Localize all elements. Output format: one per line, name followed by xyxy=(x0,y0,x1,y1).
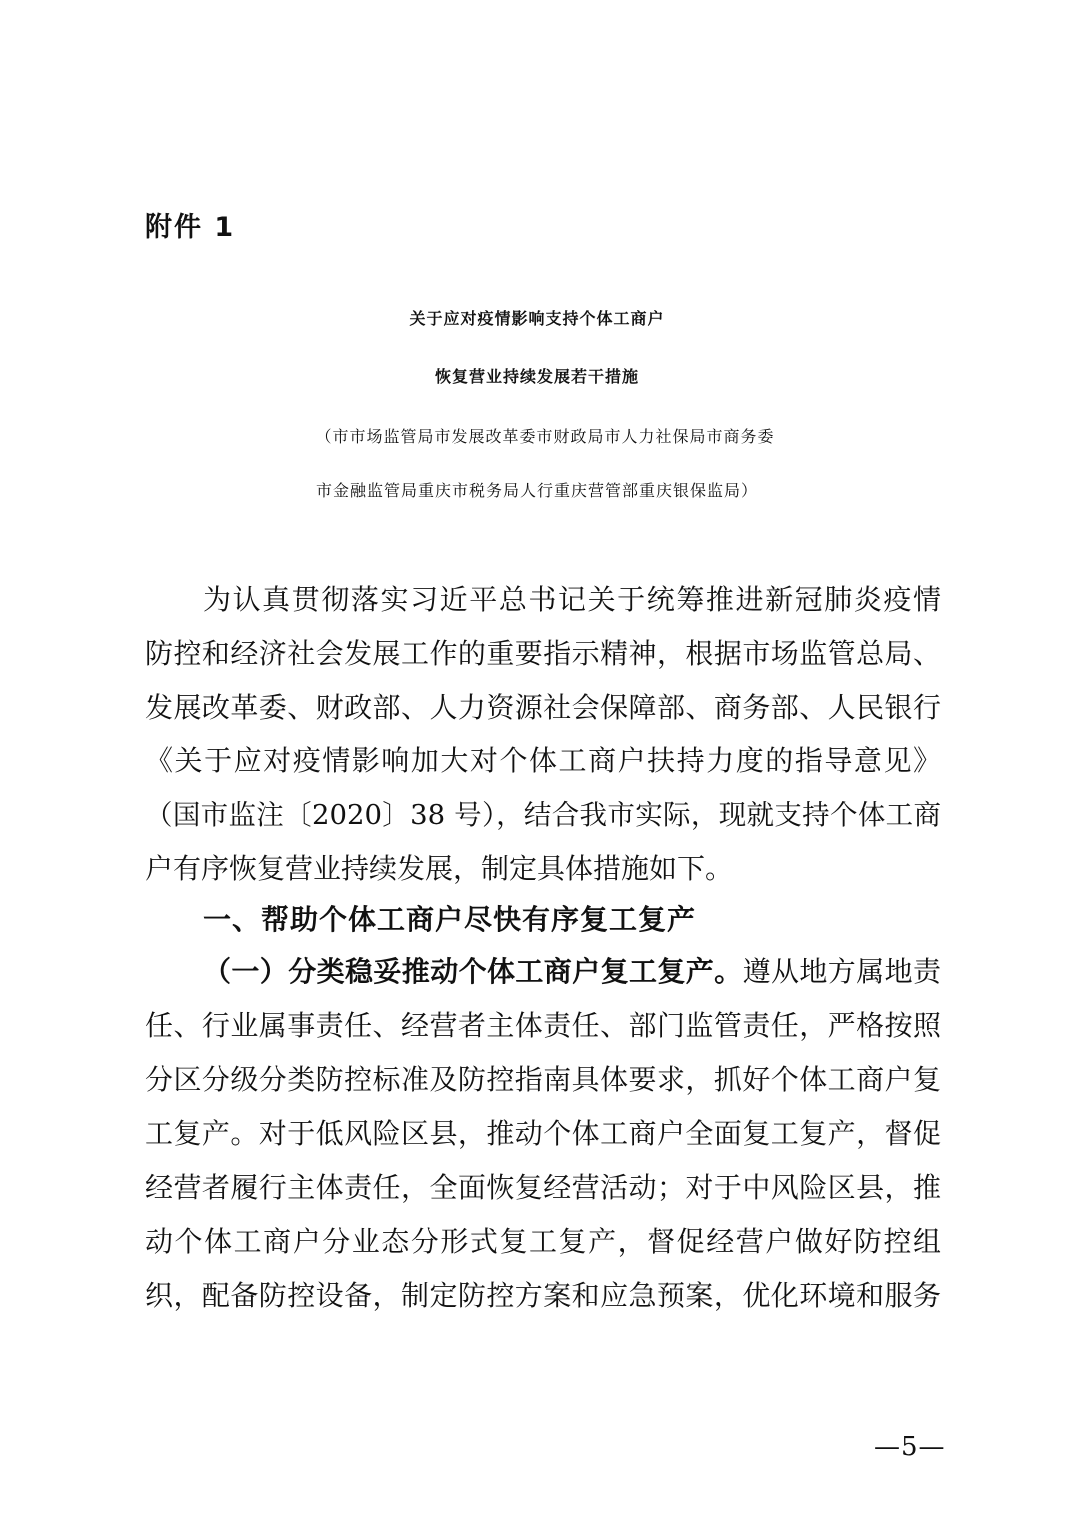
subsection-line: 织，配备防控设备，制定防控方案和应急预案，优化环境和服务 xyxy=(145,1279,941,1312)
issuing-agencies-line-1: （市市场监管局市发展改革委市财政局市人力社保局市商务委 xyxy=(315,427,775,446)
intro-line: 《关于应对疫情影响加大对个体工商户扶持力度的指导意见》 xyxy=(145,744,941,777)
intro-line: 防控和经济社会发展工作的重要指示精神，根据市场监管总局、 xyxy=(145,637,941,670)
intro-line: 户有序恢复营业持续发展，制定具体措施如下。 xyxy=(145,852,734,885)
page-number: —5— xyxy=(874,1432,946,1462)
subsection-line: 动个体工商户分业态分形式复工复产，督促经营户做好防控组 xyxy=(145,1225,941,1258)
issuing-agencies-line-2: 市金融监管局重庆市税务局人行重庆营管部重庆银保监局） xyxy=(315,481,758,500)
subsection-heading: （一）分类稳妥推动个体工商户复工复产。 xyxy=(203,955,743,988)
intro-line: 为认真贯彻落实习近平总书记关于统筹推进新冠肺炎疫情 xyxy=(203,583,941,616)
subsection-line: 工复产。对于低风险区县，推动个体工商户全面复工复产，督促 xyxy=(145,1117,941,1150)
subsection-line: 经营者履行主体责任，全面恢复经营活动；对于中风险区县，推 xyxy=(145,1171,941,1204)
attachment-label: 附件 1 xyxy=(145,212,236,243)
section-heading-1: 一、帮助个体工商户尽快有序复工复产 xyxy=(203,903,697,936)
intro-line: 发展改革委、财政部、人力资源社会保障部、商务部、人民银行 xyxy=(145,691,941,724)
subsection-line: 分区分级分类防控标准及防控指南具体要求，抓好个体工商户复 xyxy=(145,1063,941,1096)
document-title-line-1: 关于应对疫情影响支持个体工商户 xyxy=(409,309,665,328)
intro-line: （国市监注〔2020〕38 号），结合我市实际，现就支持个体工商 xyxy=(145,799,941,831)
subsection-lead-text: 遵从地方属地责 xyxy=(742,955,941,988)
document-title-line-2: 恢复营业持续发展若干措施 xyxy=(434,367,639,386)
subsection-line: 任、行业属事责任、经营者主体责任、部门监管责任，严格按照 xyxy=(145,1009,941,1042)
subsection-first-line xyxy=(203,952,941,992)
